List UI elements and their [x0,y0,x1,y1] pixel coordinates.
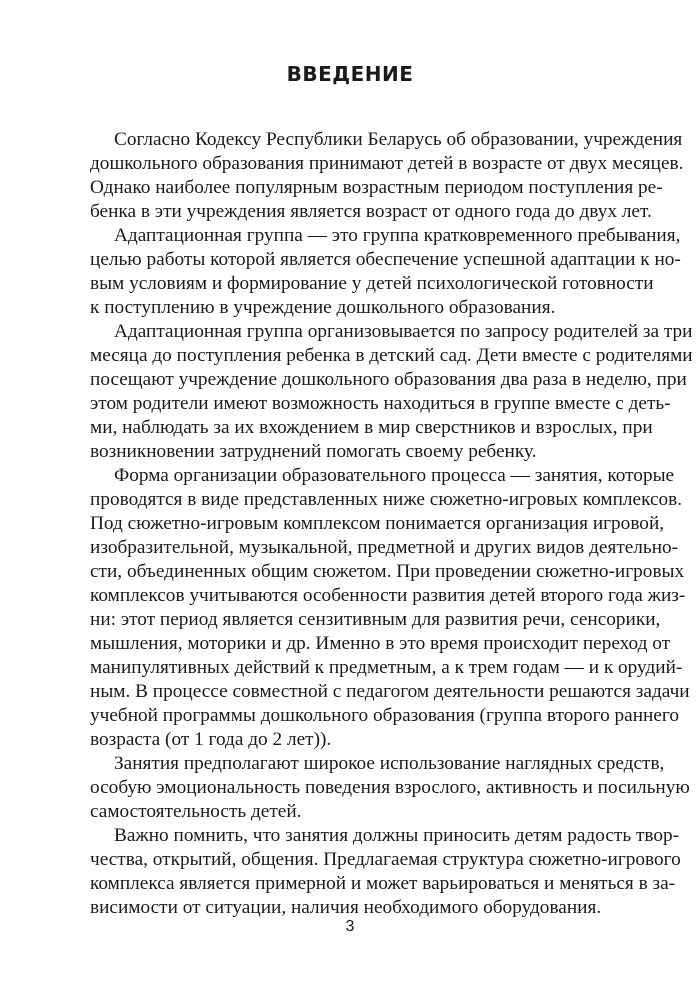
text-line: Под сюжетно-игровым комплексом понимается организация игровой, [90,513,665,534]
text-line: комплекса является примерной и может варьироваться и меняться в за- [90,873,676,894]
text-line: проводятся в виде представленных ниже сюжетно-игровых комплексов. [90,489,683,510]
text-line: целью работы которой является обеспечение успешной адаптации к но- [90,249,681,270]
text-line: вым условиям и формирование у детей психологической готовности [90,273,654,294]
text-line: месяца до поступления ребенка в детский сад. Дети вместе с родителями [90,345,693,366]
text-line: ми, наблюдать за их вхождением в мир сверстников и взрослых, при [90,417,653,438]
text-line: Занятия предполагают широкое использование наглядных средств, [114,753,665,774]
text-line: особую эмоциональность поведения взрослого, активность и посильную [90,777,690,798]
text-line: Форма организации образовательного процесса — занятия, которые [114,465,675,486]
text-line: висимости от ситуации, наличия необходимого оборудования. [90,897,602,918]
text-line: ни: этот период является сензитивным для развития речи, сенсорики, [90,609,661,630]
text-line: Однако наиболее популярным возрастным периодом поступления ре- [90,177,663,198]
text-line: комплексов учитываются особенности развития детей второго года жиз- [90,585,686,606]
text-line: учебной программы дошкольного образования (группа второго раннего [90,705,679,726]
text-line: манипулятивных действий к предметным, а к трем годам — и к орудий- [90,657,683,678]
text-line: Адаптационная группа организовывается по запросу родителей за три [114,321,693,342]
text-line: самостоятельность детей. [90,801,302,822]
text-line: к поступлению в учреждение дошкольного образования. [90,297,556,318]
text-line: Адаптационная группа — это группа кратковременного пребывания, [114,225,681,246]
text-line: дошкольного образования принимают детей в возрасте от двух месяцев. [90,153,684,174]
text-line: мышления, моторики и др. Именно в это время происходит переход от [90,633,671,654]
text-line: ным. В процессе совместной с педагогом деятельности решаются задачи [90,681,690,702]
text-line: изобразительной, музыкальной, предметной и других видов деятельно- [90,537,679,558]
text-line: сти, объединенных общим сюжетом. При проведении сюжетно-игровых [90,561,685,582]
page-number: 3 [345,918,355,935]
text-line: бенка в эти учреждения является возраст от одного года до двух лет. [90,201,652,222]
chapter-heading: ВВЕДЕНИЕ [286,62,414,86]
text-line: Важно помнить, что занятия должны приносить детям радость твор- [114,825,680,846]
text-line: Согласно Кодексу Республики Беларусь об образовании, учреждения [114,129,683,150]
text-line: чества, открытий, общения. Предлагаемая структура сюжетно-игрового [90,849,681,870]
text-line: возраста (от 1 года до 2 лет)). [90,729,332,750]
text-line: возникновении затруднений помогать своему ребенку. [90,441,537,462]
text-line: этом родители имеют возможность находиться в группе вместе с деть- [90,393,671,414]
text-line: посещают учреждение дошкольного образования два раза в неделю, при [90,369,687,390]
